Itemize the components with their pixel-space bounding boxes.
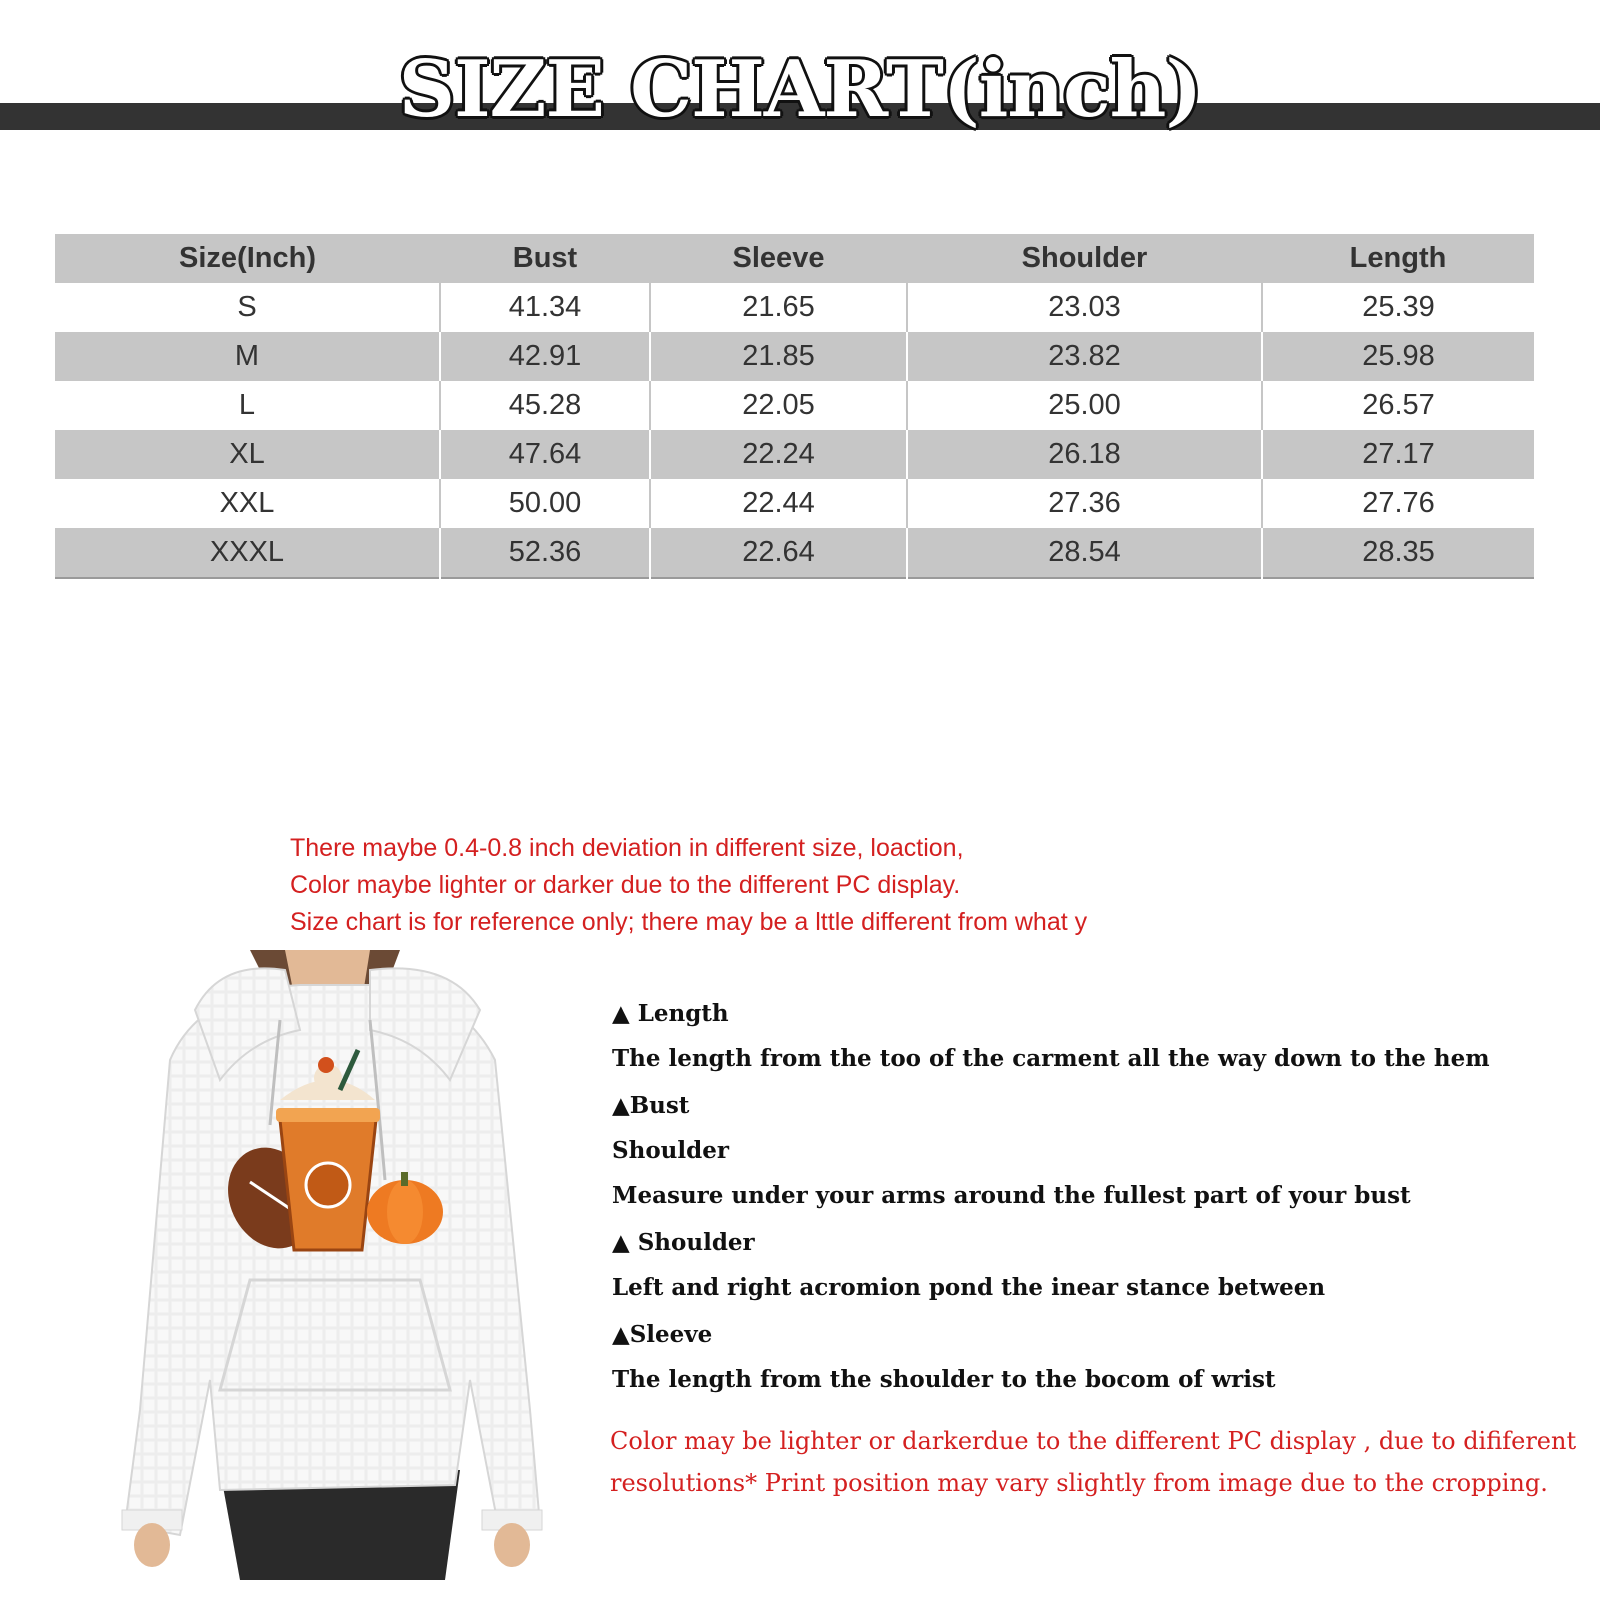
table-cell: S (55, 283, 440, 332)
table-cell: 28.35 (1262, 528, 1534, 578)
column-header-length: Length (1262, 234, 1534, 283)
table-header-row (55, 234, 1534, 283)
table-cell: XL (55, 430, 440, 479)
guide-shoulder-title: ▲ Shoulder (612, 1229, 755, 1256)
table-cell: 25.00 (907, 381, 1262, 430)
table-cell: 27.17 (1262, 430, 1534, 479)
table-cell: M (55, 332, 440, 381)
guide-bust-desc: Measure under your arms around the fullest part of your bust (612, 1182, 1411, 1209)
note-line: There maybe 0.4-0.8 inch deviation in different size, loaction, (290, 834, 964, 862)
guide-sleeve-title: ▲Sleeve (612, 1321, 713, 1348)
table-cell: 26.18 (907, 430, 1262, 479)
footer-line: Color may be lighter or darkerdue to the different PC display , due to dififerent (610, 1427, 1577, 1455)
table-cell: 25.98 (1262, 332, 1534, 381)
table-row (55, 479, 1534, 528)
hoodie-product-image (100, 950, 580, 1580)
table-cell: 21.65 (650, 283, 907, 332)
column-header-size: Size(Inch) (55, 234, 440, 283)
table-cell: 23.03 (907, 283, 1262, 332)
page-title: SIZE CHART(inch) (398, 44, 1202, 135)
column-header-sleeve: Sleeve (650, 234, 907, 283)
guide-shoulder-desc: Left and right acromion pond the inear stance between (612, 1274, 1326, 1301)
note-line: Color maybe lighter or darker due to the different PC display. (290, 871, 961, 899)
table-cell: 26.57 (1262, 381, 1534, 430)
column-header-bust: Bust (440, 234, 650, 283)
table-cell: 23.82 (907, 332, 1262, 381)
note-line: Size chart is for reference only; there may be a lttle different from what y (290, 908, 1088, 936)
table-cell: 21.85 (650, 332, 907, 381)
table-cell: 41.34 (440, 283, 650, 332)
table-cell: XXL (55, 479, 440, 528)
guide-length-title: ▲ Length (612, 1000, 729, 1027)
table-cell: 22.64 (650, 528, 907, 578)
table-cell: 28.54 (907, 528, 1262, 578)
table-cell: 27.36 (907, 479, 1262, 528)
table-row (55, 332, 1534, 381)
guide-length-desc: The length from the too of the carment all the way down to the hem (612, 1045, 1490, 1072)
size-chart-table (55, 234, 1534, 579)
table-cell: 27.76 (1262, 479, 1534, 528)
color-disclaimer (610, 1420, 1577, 1504)
table-cell: 25.39 (1262, 283, 1534, 332)
measurement-guide (612, 1000, 1572, 1413)
column-header-shoulder: Shoulder (907, 234, 1262, 283)
table-cell: L (55, 381, 440, 430)
table-cell: 22.24 (650, 430, 907, 479)
guide-sleeve-desc: The length from the shoulder to the bocom of wrist (612, 1366, 1276, 1393)
table-cell: 52.36 (440, 528, 650, 578)
disclaimer-notes (290, 830, 1150, 941)
table-row (55, 430, 1534, 479)
table-cell: 22.05 (650, 381, 907, 430)
table-cell: XXXL (55, 528, 440, 578)
table-row (55, 283, 1534, 332)
footer-line: resolutions* Print position may vary slightly from image due to the cropping. (610, 1469, 1548, 1497)
table-cell: 42.91 (440, 332, 650, 381)
guide-bust-subtitle: Shoulder (612, 1137, 729, 1164)
table-cell: 50.00 (440, 479, 650, 528)
table-cell: 22.44 (650, 479, 907, 528)
table-cell: 47.64 (440, 430, 650, 479)
table-row (55, 528, 1534, 578)
table-row (55, 381, 1534, 430)
table-cell: 45.28 (440, 381, 650, 430)
guide-bust-title: ▲Bust (612, 1092, 690, 1119)
